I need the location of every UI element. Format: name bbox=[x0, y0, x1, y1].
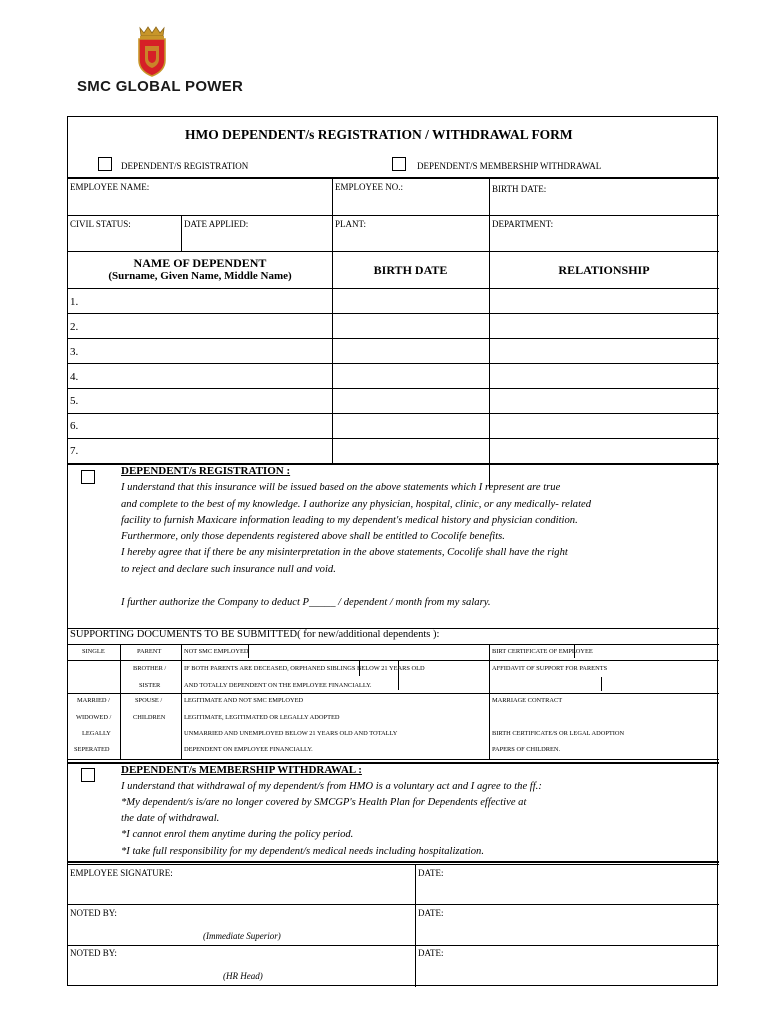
spouse-label: SPOUSE / bbox=[135, 697, 163, 704]
withdrawal-text-line: *My dependent/s is/are no longer covered by SMCGP's Health Plan for Dependents effective at bbox=[121, 797, 527, 808]
withdrawal-section-title: DEPENDENT/s MEMBERSHIP WITHDRAWAL : bbox=[121, 764, 362, 776]
brother-document: AFFIDAVIT OF SUPPORT FOR PARENTS bbox=[492, 665, 608, 672]
supporting-docs-title: SUPPORTING DOCUMENTS TO BE SUBMITTED( for new/additional dependents ): bbox=[70, 629, 440, 640]
brother-requirement: AND TOTALLY DEPENDENT ON THE EMPLOYEE FINANCIALLY. bbox=[184, 682, 372, 689]
spouse-requirement: DEPENDENT ON EMPLOYEE FINANCIALLY. bbox=[184, 746, 313, 753]
col-name-header: NAME OF DEPENDENT bbox=[133, 256, 267, 270]
immediate-superior-caption: (Immediate Superior) bbox=[203, 931, 281, 941]
dependent-row-2[interactable]: 2. bbox=[70, 321, 79, 333]
company-name: SMC GLOBAL POWER bbox=[77, 78, 244, 95]
hr-head-caption: (HR Head) bbox=[223, 971, 263, 981]
widowed-label: WIDOWED / bbox=[76, 714, 112, 721]
noted-by-hr-field[interactable]: NOTED BY: bbox=[70, 948, 117, 958]
registration-text-line: facility to furnish Maxicare information leading to my dependent's medical history and physician condition. bbox=[121, 515, 578, 526]
registration-text-line: Furthermore, only those dependents registered above shall be entitled to Cocolife benefits. bbox=[121, 531, 505, 542]
withdrawal-consent-checkbox[interactable] bbox=[81, 768, 95, 782]
spouse-requirement: LEGITIMATE AND NOT SMC EMPLOYED bbox=[184, 697, 304, 704]
hr-date-field[interactable]: DATE: bbox=[418, 948, 444, 958]
withdrawal-text-line: the date of withdrawal. bbox=[121, 813, 220, 824]
withdrawal-option-label: DEPENDENT/S MEMBERSHIP WITHDRAWAL bbox=[417, 161, 602, 171]
spouse-document: PAPERS OF CHILDREN. bbox=[492, 746, 561, 753]
noted-by-superior-field[interactable]: NOTED BY: bbox=[70, 908, 117, 918]
employee-name-field[interactable]: EMPLOYEE NAME: bbox=[70, 182, 150, 192]
hmo-form bbox=[67, 116, 718, 986]
parent-label: PARENT bbox=[137, 648, 162, 655]
withdrawal-text-line: *I take full responsibility for my dependent/s medical needs including hospitalization. bbox=[121, 846, 484, 857]
dependent-row-3[interactable]: 3. bbox=[70, 346, 79, 358]
registration-text-line: and complete to the best of my knowledge. I authorize any physician, hospital, clinic, or any medically- related bbox=[121, 499, 592, 510]
col-birth-header: BIRTH DATE bbox=[373, 263, 448, 277]
dependent-row-1[interactable]: 1. bbox=[70, 296, 79, 308]
employee-signature-field[interactable]: EMPLOYEE SIGNATURE: bbox=[70, 868, 173, 878]
married-label: MARRIED / bbox=[77, 697, 110, 704]
department-field[interactable]: DEPARTMENT: bbox=[492, 219, 554, 229]
withdrawal-text-line: I understand that withdrawal of my dependent/s from HMO is a voluntary act and I agree to the ff.: bbox=[121, 781, 542, 792]
salary-deduction-text: I further authorize the Company to deduct P_____ / dependent / month from my salary. bbox=[121, 597, 491, 608]
employee-no-field[interactable]: EMPLOYEE NO.: bbox=[335, 182, 403, 192]
registration-consent-checkbox[interactable] bbox=[81, 470, 95, 484]
registration-option-label: DEPENDENT/S REGISTRATION bbox=[121, 161, 249, 171]
plant-field[interactable]: PLANT: bbox=[335, 219, 367, 229]
form-title: HMO DEPENDENT/s REGISTRATION / WITHDRAWAL FORM bbox=[185, 127, 573, 142]
brother-label: BROTHER / bbox=[133, 665, 167, 672]
dependent-row-5[interactable]: 5. bbox=[70, 395, 79, 407]
registration-text-line: I understand that this insurance will be issued based on the above statements which I represent are true bbox=[121, 482, 561, 493]
registration-section-title: DEPENDENT/s REGISTRATION : bbox=[121, 465, 291, 477]
birth-date-field[interactable]: BIRTH DATE: bbox=[492, 184, 547, 194]
registration-text-line: to reject and declare such insurance null and void. bbox=[121, 564, 336, 575]
dependent-row-7[interactable]: 7. bbox=[70, 445, 79, 457]
withdrawal-text-line: *I cannot enrol them anytime during the policy period. bbox=[121, 829, 354, 840]
single-label: SINGLE bbox=[82, 648, 105, 655]
parent-document: BIRT CERTIFICATE OF EMPLOYEE bbox=[492, 648, 593, 655]
children-label: CHILDREN bbox=[133, 714, 166, 721]
col-name-subheader: (Surname, Given Name, Middle Name) bbox=[108, 270, 292, 282]
withdrawal-checkbox[interactable] bbox=[392, 157, 406, 171]
spouse-requirement: LEGITIMATE, LEGITIMATED OR LEGALLY ADOPTED bbox=[184, 714, 340, 721]
sister-label: SISTER bbox=[139, 682, 161, 689]
dependent-row-4[interactable]: 4. bbox=[70, 371, 79, 383]
shield-icon bbox=[130, 24, 174, 78]
signature-date-field[interactable]: DATE: bbox=[418, 868, 444, 878]
dependent-row-6[interactable]: 6. bbox=[70, 420, 79, 432]
col-rel-header: RELATIONSHIP bbox=[558, 263, 650, 277]
registration-checkbox[interactable] bbox=[98, 157, 112, 171]
superior-date-field[interactable]: DATE: bbox=[418, 908, 444, 918]
parent-requirement: NOT SMC EMPLOYED bbox=[184, 648, 249, 655]
legally-label: LEGALLY bbox=[82, 730, 111, 737]
registration-text-line: I hereby agree that if there be any misinterpretation in the above statements, Cocolife shall have the right bbox=[121, 547, 568, 558]
spouse-document: BIRTH CERTIFICATE/S OR LEGAL ADOPTION bbox=[492, 730, 625, 737]
civil-status-field[interactable]: CIVIL STATUS: bbox=[70, 219, 131, 229]
spouse-requirement: UNMARRIED AND UNEMPLOYED BELOW 21 YEARS OLD AND TOTALLY bbox=[184, 730, 398, 737]
company-logo bbox=[130, 24, 174, 78]
spouse-document: MARRIAGE CONTRACT bbox=[492, 697, 563, 704]
date-applied-field[interactable]: DATE APPLIED: bbox=[184, 219, 249, 229]
brother-requirement: IF BOTH PARENTS ARE DECEASED, ORPHANED SIBLINGS BELOW 21 YEARS OLD bbox=[184, 665, 425, 672]
separated-label: SEPERATED bbox=[74, 746, 110, 753]
